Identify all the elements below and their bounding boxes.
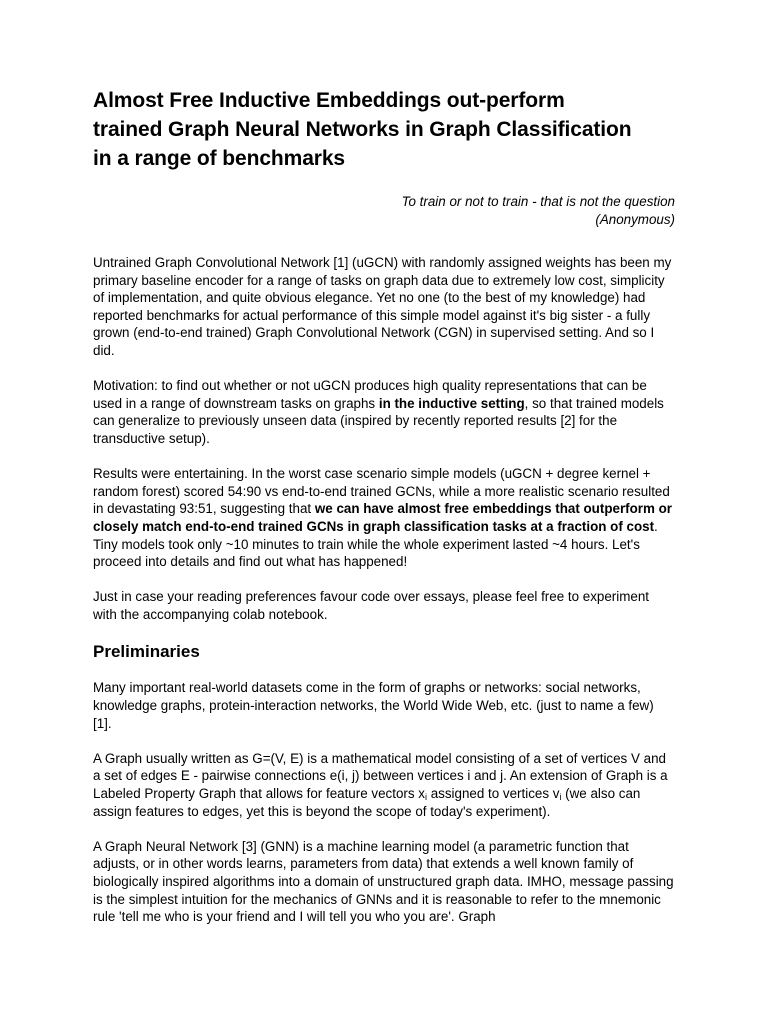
graph-definition-text-mid: assigned to vertices v	[426, 786, 560, 802]
graph-definition-text-end: (we also can assign features to edges, yet this is beyond the scope of today's experiment).	[93, 786, 641, 819]
results-text: Results were entertaining. In the worst case scenario simple models (uGCN + degree kernel + random forest) scored 54:90 vs end-to-end trained GCNs, while a more realistic scenario resulted in devastating 93:51, suggesting that	[93, 466, 670, 517]
epigraph	[93, 193, 675, 228]
intro-paragraph-1: Untrained Graph Convolutional Network [1] (uGCN) with randomly assigned weights has been my primary baseline encoder for a range of tasks on graph data due to extremely low cost, simplicity of implementation, and quite obvious elegance. Yet no one (to the best of my knowledge) had reported benchmarks for actual performance of this simple model against it's big sister - a fully grown (end-to-end trained) Graph Convolutional Network (CGN) in supervised setting. And so I did.	[93, 255, 672, 358]
section-heading-preliminaries: Preliminaries	[93, 642, 200, 662]
epigraph-author: (Anonymous)	[595, 211, 675, 227]
motivation-text: Motivation: to find out whether or not uGCN produces high quality representations that can be used in a range of downstream tasks on graphs	[93, 378, 647, 411]
epigraph-quote: To train or not to train - that is not the question	[401, 194, 675, 209]
subscript-i: i	[424, 792, 427, 803]
page-title: Almost Free Inductive Embeddings out-perform trained Graph Neural Networks in Graph Classification in a range of benchmarks	[93, 89, 632, 170]
intro-paragraph-2	[93, 377, 675, 447]
preliminaries-paragraph-1: Many important real-world datasets come in the form of graphs or networks: social networks, knowledge graphs, protein-interaction networks, the World Wide Web, etc. (just to name a few) [1].	[93, 680, 654, 731]
intro-paragraph-4: Just in case your reading preferences favour code over essays, please feel free to experiment with the accompanying colab notebook.	[93, 589, 650, 622]
intro-paragraph-3	[93, 465, 675, 571]
subscript-i: i	[559, 792, 562, 803]
results-text-end: . Tiny models took only ~10 minutes to train while the whole experiment lasted ~4 hours. Let's proceed into details and find out what has happened!	[93, 518, 658, 570]
motivation-emphasis: in the inductive setting	[378, 395, 525, 411]
preliminaries-paragraph-3: A Graph Neural Network [3] (GNN) is a machine learning model (a parametric function that adjusts, or in other words learns, parameters from data) that extends a well known family of biologically inspired algorithms into a domain of unstructured graph data. IMHO, message passing is the simplest intuition for the mechanics of GNNs and it is reasonable to refer to the mnemonic rule 'tell me who is your friend and I will tell you who you are'. Graph	[93, 838, 674, 925]
preliminaries-paragraph-2	[93, 750, 675, 820]
graph-definition-text: A Graph usually written as G=(V, E) is a mathematical model consisting of a set of vertices V and a set of edges E - pairwise connections e(i, j) between vertices i and j. An extension of Graph is a Labeled Property Graph that allows for feature vectors x	[93, 750, 668, 802]
results-emphasis: we can have almost free embeddings that outperform or closely match end-to-end trained GCNs in graph classification tasks at a fraction of cost	[93, 501, 673, 534]
motivation-text-end: , so that trained models can generalize to previously unseen data (inspired by recently reported results [2] for the transductive setup).	[93, 395, 664, 446]
